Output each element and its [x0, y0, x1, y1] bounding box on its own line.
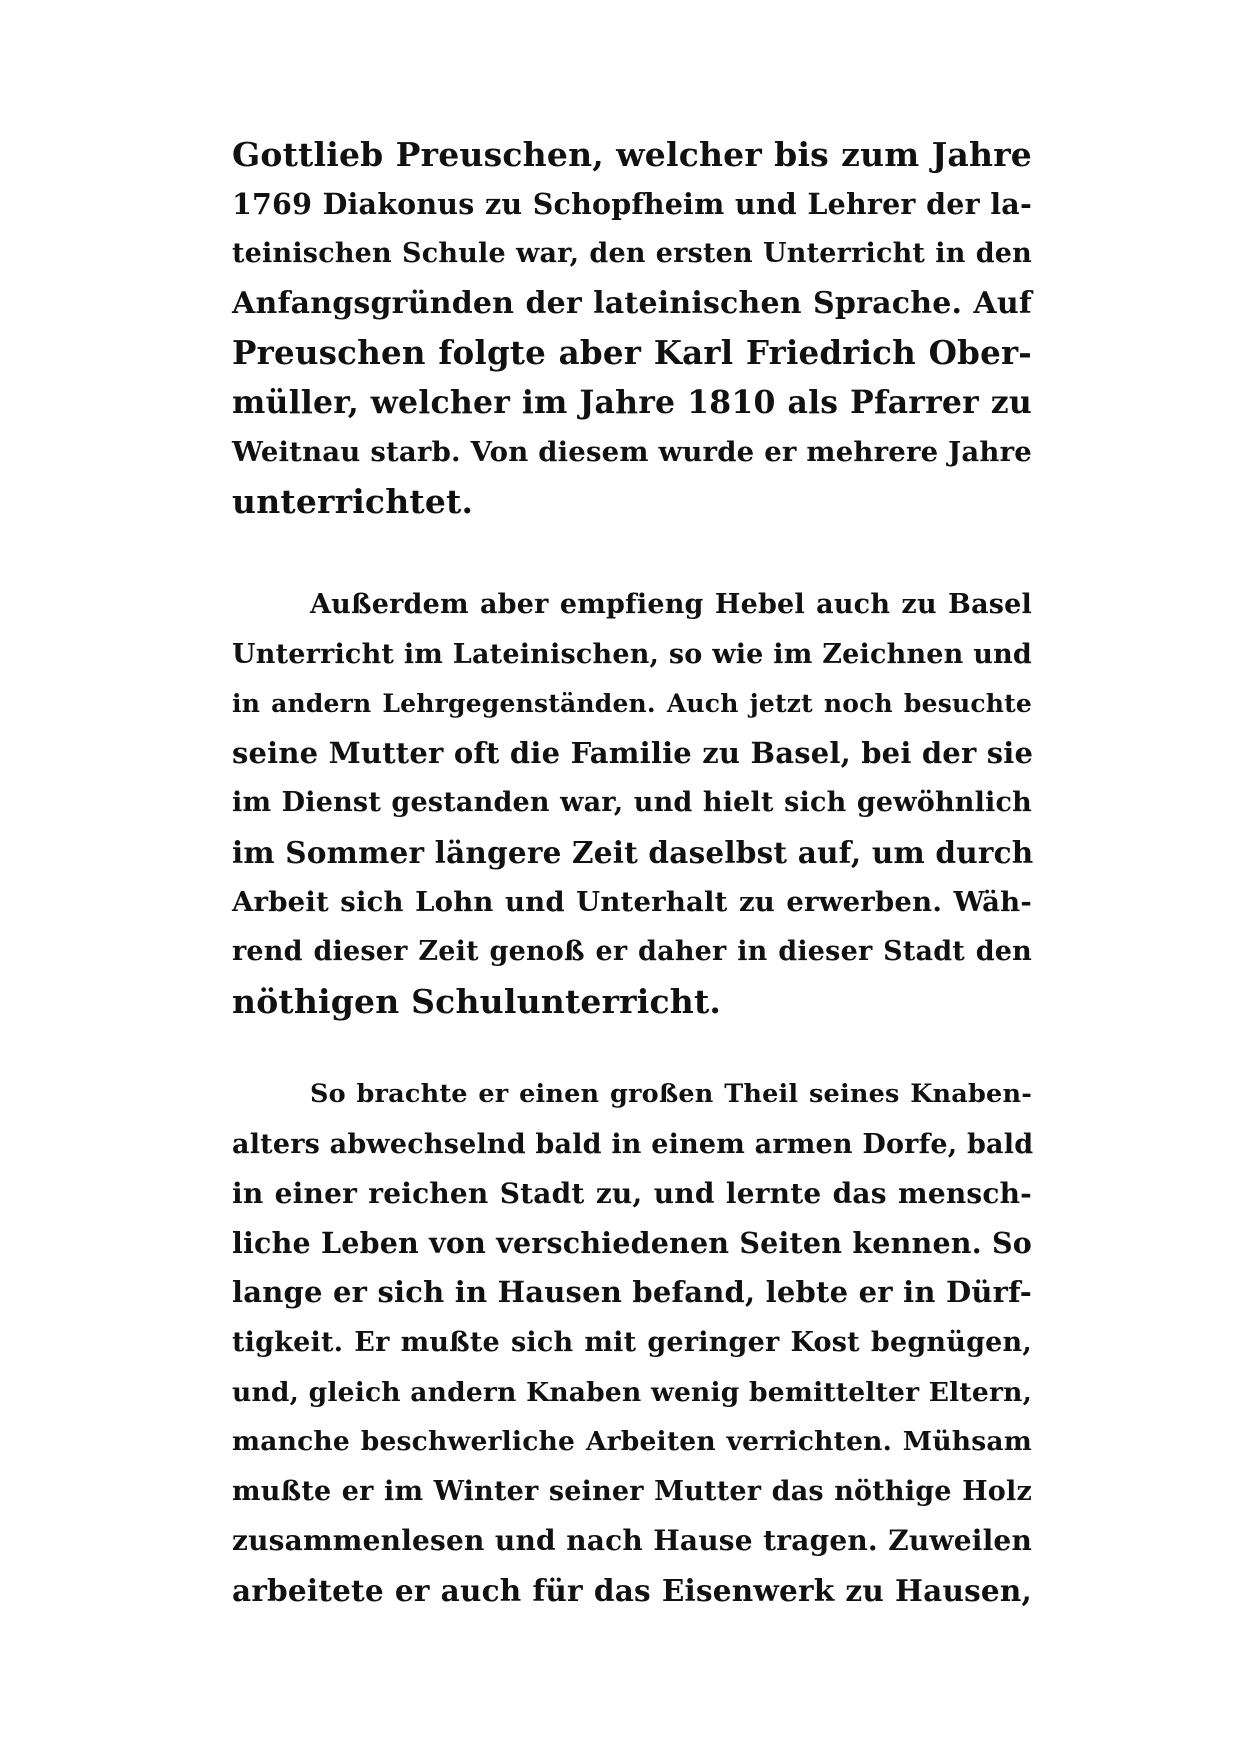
- text-line: müller, welcher im Jahre 1810 als Pfarrer zu: [232, 383, 1032, 421]
- text-line: tigkeit. Er mußte sich mit geringer Kost begnügen,: [232, 1326, 1032, 1358]
- text-line: Unterricht im Lateinischen, so wie im Zeichnen und: [232, 638, 1032, 670]
- text-line: zusammenlesen und nach Hause tragen. Zuweilen: [232, 1524, 1032, 1558]
- text-line: arbeitete er auch für das Eisenwerk zu Hausen,: [232, 1572, 1032, 1608]
- text-line: nöthigen Schulunterricht.: [232, 981, 722, 1021]
- text-line: Preuschen folgte aber Karl Friedrich Ober-: [232, 333, 1032, 373]
- text-line: liche Leben von verschiedenen Seiten kennen. So: [232, 1225, 1032, 1260]
- text-line: 1769 Diakonus zu Schopfheim und Lehrer der la-: [232, 186, 1032, 221]
- paragraph-2: [232, 580, 1032, 1026]
- text-line: in einer reichen Stadt zu, und lernte das mensch-: [232, 1177, 1032, 1211]
- text-line: rend dieser Zeit genoß er daher in dieser Stadt den: [232, 936, 1032, 968]
- text-line: Arbeit sich Lohn und Unterhalt zu erwerben. Wäh-: [232, 885, 1032, 918]
- text-line: unterrichtet.: [232, 482, 474, 522]
- text-line: Außerdem aber empfieng Hebel auch zu Basel: [310, 589, 1032, 620]
- text-line: mußte er im Winter seiner Mutter das nöthige Holz: [232, 1475, 1032, 1507]
- text-line: im Sommer längere Zeit daselbst auf, um durch: [232, 834, 1034, 870]
- text-line: alters abwechselnd bald in einem armen Dorfe, bald: [232, 1128, 1034, 1160]
- text-line: seine Mutter oft die Familie zu Basel, bei der sie: [232, 735, 1034, 770]
- text-line: Anfangsgründen der lateinischen Sprache. Auf: [232, 285, 1032, 321]
- text-line: Weitnau starb. Von diesem wurde er mehrere Jahre: [232, 435, 1032, 468]
- text-line: und, gleich andern Knaben wenig bemittelter Eltern,: [232, 1376, 1032, 1408]
- text-line: lange er sich in Hausen befand, lebte er in Dürf-: [232, 1275, 1032, 1310]
- text-line: manche beschwerliche Arbeiten verrichten. Mühsam: [232, 1426, 1032, 1458]
- text-line: So brachte er einen großen Theil seines Knaben-: [310, 1079, 1032, 1109]
- text-line: in andern Lehrgegenständen. Auch jetzt noch besuchte: [232, 689, 1032, 719]
- paragraph-1: [232, 130, 1032, 527]
- text-line: im Dienst gestanden war, und hielt sich gewöhnlich: [232, 787, 1032, 819]
- text-line: Gottlieb Preuschen, welcher bis zum Jahre: [232, 135, 1032, 174]
- text-line: teinischen Schule war, den ersten Unterricht in den: [232, 238, 1032, 270]
- paragraph-3: [232, 1070, 1032, 1616]
